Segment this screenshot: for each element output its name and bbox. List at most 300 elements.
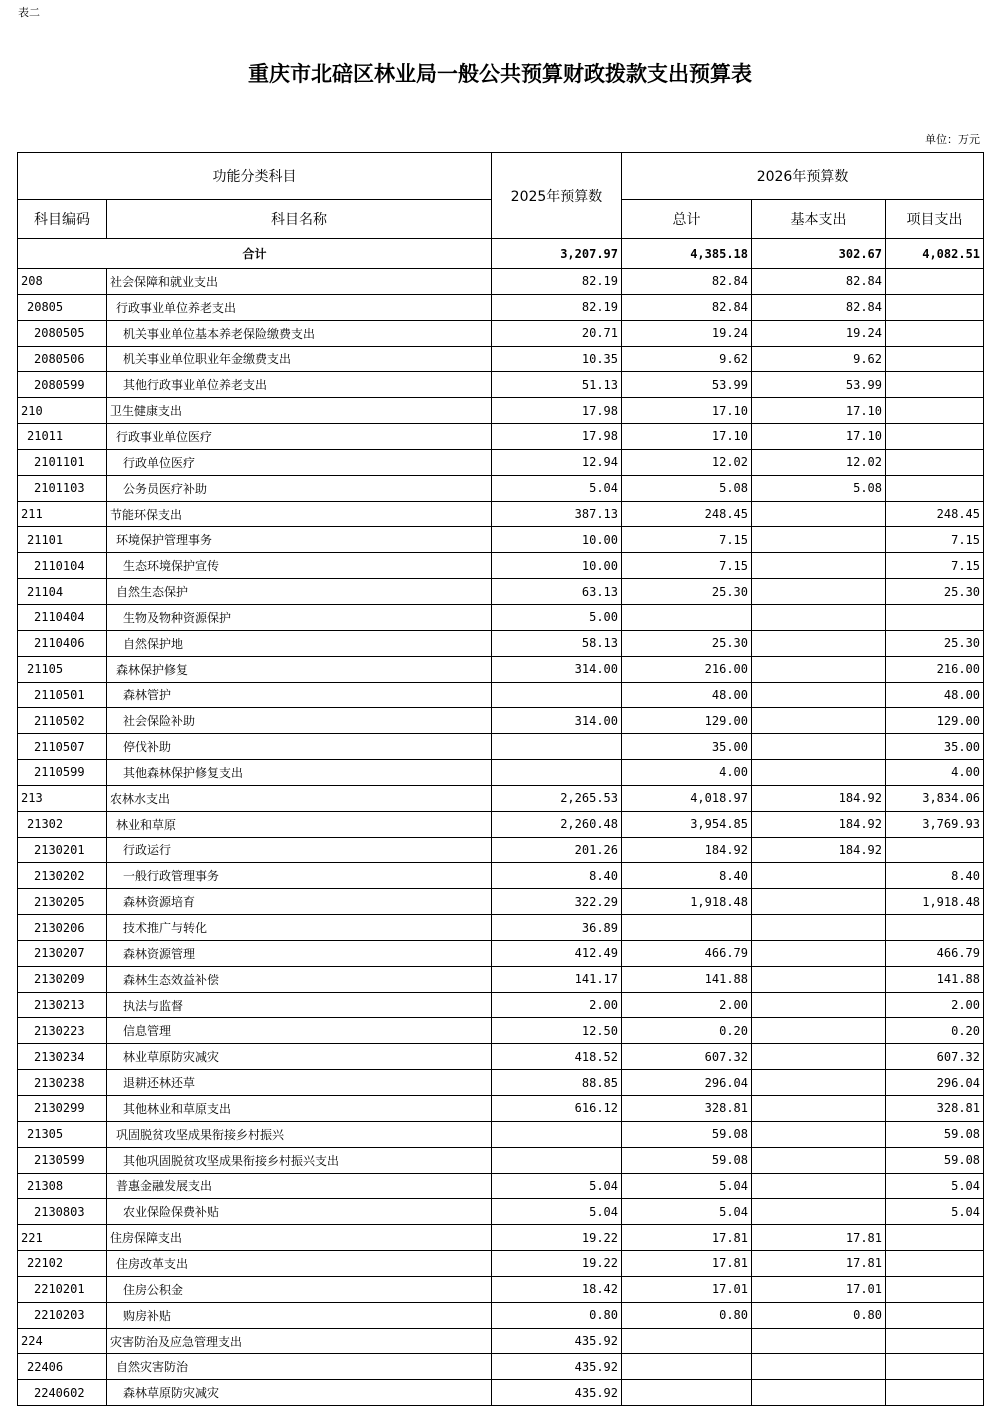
- table-row: [18, 1328, 984, 1354]
- row-2026-project: [886, 1276, 984, 1302]
- row-code: 2130234: [18, 1044, 107, 1070]
- row-2026-basic: [752, 1147, 886, 1173]
- row-2025-value: [492, 760, 622, 786]
- table-row: [18, 734, 984, 760]
- row-2025-value: 10.00: [492, 553, 622, 579]
- row-2025-value: 82.19: [492, 294, 622, 320]
- row-code: 22102: [18, 1251, 107, 1277]
- row-2025-value: 616.12: [492, 1096, 622, 1122]
- table-row: [18, 863, 984, 889]
- row-2026-project: 1,918.48: [886, 889, 984, 915]
- table-row: [18, 553, 984, 579]
- row-2025-value: 58.13: [492, 630, 622, 656]
- table-row: [18, 785, 984, 811]
- row-2026-total: 7.15: [622, 553, 752, 579]
- row-2026-total: 8.40: [622, 863, 752, 889]
- budget-table: [17, 152, 984, 1406]
- row-2025-value: 0.80: [492, 1302, 622, 1328]
- table-row: [18, 1147, 984, 1173]
- row-2026-basic: [752, 1070, 886, 1096]
- row-2026-total: 59.08: [622, 1147, 752, 1173]
- row-2026-basic: [752, 630, 886, 656]
- row-2026-basic: [752, 863, 886, 889]
- header-name: 科目名称: [107, 200, 492, 239]
- row-2026-total: 466.79: [622, 940, 752, 966]
- row-code: 21105: [18, 656, 107, 682]
- row-name: 森林管护: [107, 682, 492, 708]
- row-2026-project: [886, 269, 984, 295]
- row-2026-project: 48.00: [886, 682, 984, 708]
- row-code: 2080599: [18, 372, 107, 398]
- row-2026-total: 4.00: [622, 760, 752, 786]
- row-2026-project: 5.04: [886, 1173, 984, 1199]
- row-2026-basic: 12.02: [752, 449, 886, 475]
- row-name: 林业和草原: [107, 811, 492, 837]
- row-2026-project: [886, 1225, 984, 1251]
- row-2026-basic: [752, 708, 886, 734]
- row-2026-project: 141.88: [886, 966, 984, 992]
- row-code: 2130202: [18, 863, 107, 889]
- row-2026-basic: [752, 501, 886, 527]
- row-name: 节能环保支出: [107, 501, 492, 527]
- row-2026-basic: [752, 1173, 886, 1199]
- row-2026-total: 248.45: [622, 501, 752, 527]
- row-2026-project: 0.20: [886, 1018, 984, 1044]
- row-2026-basic: [752, 1328, 886, 1354]
- header-basic: 基本支出: [752, 200, 886, 239]
- row-2026-project: [886, 1328, 984, 1354]
- row-2026-basic: [752, 1354, 886, 1380]
- row-2026-basic: 184.92: [752, 837, 886, 863]
- row-2026-basic: [752, 940, 886, 966]
- table-row: [18, 294, 984, 320]
- row-name: 其他巩固脱贫攻坚成果衔接乡村振兴支出: [107, 1147, 492, 1173]
- row-code: 2210203: [18, 1302, 107, 1328]
- row-2026-project: 25.30: [886, 579, 984, 605]
- row-code: 2110502: [18, 708, 107, 734]
- table-row: [18, 630, 984, 656]
- row-2025-value: [492, 1147, 622, 1173]
- row-2026-project: 35.00: [886, 734, 984, 760]
- row-2025-value: 19.22: [492, 1251, 622, 1277]
- row-2026-project: 7.15: [886, 527, 984, 553]
- row-code: 224: [18, 1328, 107, 1354]
- row-2026-project: [886, 372, 984, 398]
- header-project: 项目支出: [886, 200, 984, 239]
- row-2025-value: 2,265.53: [492, 785, 622, 811]
- row-2026-project: 59.08: [886, 1121, 984, 1147]
- row-2026-total: 184.92: [622, 837, 752, 863]
- row-2026-total: 607.32: [622, 1044, 752, 1070]
- row-name: 森林保护修复: [107, 656, 492, 682]
- row-2026-basic: 17.81: [752, 1225, 886, 1251]
- row-2026-basic: [752, 656, 886, 682]
- row-2026-project: [886, 1251, 984, 1277]
- unit-label: 单位：万元: [925, 133, 980, 146]
- row-name: 生态环境保护宣传: [107, 553, 492, 579]
- table-row: [18, 1018, 984, 1044]
- row-name: 其他森林保护修复支出: [107, 760, 492, 786]
- row-2026-total: 25.30: [622, 630, 752, 656]
- table-row: [18, 1096, 984, 1122]
- row-code: 21302: [18, 811, 107, 837]
- row-2026-project: 4.00: [886, 760, 984, 786]
- row-code: 2130201: [18, 837, 107, 863]
- row-2026-basic: 53.99: [752, 372, 886, 398]
- row-code: 21104: [18, 579, 107, 605]
- row-2026-project: 129.00: [886, 708, 984, 734]
- row-2025-value: 2,260.48: [492, 811, 622, 837]
- header-code: 科目编码: [18, 200, 107, 239]
- row-name: 森林生态效益补偿: [107, 966, 492, 992]
- row-2025-value: 17.98: [492, 398, 622, 424]
- table-row: [18, 1121, 984, 1147]
- table-row: [18, 708, 984, 734]
- row-code: 22406: [18, 1354, 107, 1380]
- row-2025-value: 82.19: [492, 269, 622, 295]
- row-code: 21011: [18, 424, 107, 450]
- row-name: 公务员医疗补助: [107, 475, 492, 501]
- row-2025-value: 435.92: [492, 1354, 622, 1380]
- table-row: [18, 992, 984, 1018]
- row-2026-basic: 184.92: [752, 785, 886, 811]
- table-row: [18, 889, 984, 915]
- row-name: 农业保险保费补贴: [107, 1199, 492, 1225]
- row-code: 2110599: [18, 760, 107, 786]
- row-2026-basic: 19.24: [752, 320, 886, 346]
- row-2025-value: 17.98: [492, 424, 622, 450]
- row-code: 2130223: [18, 1018, 107, 1044]
- row-code: 2210201: [18, 1276, 107, 1302]
- row-2026-total: 9.62: [622, 346, 752, 372]
- row-2026-total: 17.10: [622, 424, 752, 450]
- row-2026-total: 25.30: [622, 579, 752, 605]
- row-2026-project: 328.81: [886, 1096, 984, 1122]
- row-2025-value: [492, 1121, 622, 1147]
- table-row: [18, 1173, 984, 1199]
- total-2025: 3,207.97: [492, 239, 622, 269]
- table-row: [18, 320, 984, 346]
- header-func-class: 功能分类科目: [18, 153, 492, 200]
- row-2026-total: 12.02: [622, 449, 752, 475]
- row-2026-total: 216.00: [622, 656, 752, 682]
- row-2025-value: 10.35: [492, 346, 622, 372]
- row-2026-project: 466.79: [886, 940, 984, 966]
- row-2025-value: 51.13: [492, 372, 622, 398]
- row-code: 2130206: [18, 915, 107, 941]
- row-2026-total: 82.84: [622, 269, 752, 295]
- row-2026-total: 59.08: [622, 1121, 752, 1147]
- row-2026-basic: [752, 1044, 886, 1070]
- row-2026-basic: [752, 760, 886, 786]
- row-code: 213: [18, 785, 107, 811]
- row-2026-basic: [752, 1199, 886, 1225]
- row-name: 社会保障和就业支出: [107, 269, 492, 295]
- row-2026-basic: 9.62: [752, 346, 886, 372]
- row-code: 210: [18, 398, 107, 424]
- row-2026-basic: [752, 553, 886, 579]
- row-2026-project: [886, 604, 984, 630]
- row-code: 2080505: [18, 320, 107, 346]
- row-2026-project: [886, 294, 984, 320]
- header-2026-budget: 2026年预算数: [622, 153, 984, 200]
- row-2026-project: [886, 449, 984, 475]
- row-2026-project: [886, 1302, 984, 1328]
- row-code: 21308: [18, 1173, 107, 1199]
- row-2025-value: 5.00: [492, 604, 622, 630]
- row-2026-total: 17.01: [622, 1276, 752, 1302]
- row-2026-project: 3,834.06: [886, 785, 984, 811]
- row-name: 机关事业单位职业年金缴费支出: [107, 346, 492, 372]
- row-2026-total: 17.81: [622, 1225, 752, 1251]
- row-2026-basic: [752, 889, 886, 915]
- header-total: 总计: [622, 200, 752, 239]
- row-2026-total: 17.10: [622, 398, 752, 424]
- row-2025-value: 201.26: [492, 837, 622, 863]
- row-2026-basic: [752, 682, 886, 708]
- row-2026-total: 19.24: [622, 320, 752, 346]
- row-2026-basic: [752, 1018, 886, 1044]
- row-name: 普惠金融发展支出: [107, 1173, 492, 1199]
- row-name: 退耕还林还草: [107, 1070, 492, 1096]
- table-row: [18, 424, 984, 450]
- row-2025-value: 10.00: [492, 527, 622, 553]
- table-row: [18, 837, 984, 863]
- row-name: 行政运行: [107, 837, 492, 863]
- row-name: 森林草原防灾减灾: [107, 1380, 492, 1406]
- table-row: [18, 372, 984, 398]
- page-title: 重庆市北碚区林业局一般公共预算财政拨款支出预算表: [248, 61, 752, 86]
- row-name: 森林资源管理: [107, 940, 492, 966]
- row-2025-value: 63.13: [492, 579, 622, 605]
- row-2026-basic: [752, 734, 886, 760]
- row-2026-project: 59.08: [886, 1147, 984, 1173]
- table-row: [18, 398, 984, 424]
- row-code: 2130213: [18, 992, 107, 1018]
- table-row: [18, 475, 984, 501]
- row-2025-value: 314.00: [492, 708, 622, 734]
- row-2025-value: 12.94: [492, 449, 622, 475]
- row-2026-total: 1,918.48: [622, 889, 752, 915]
- row-2025-value: 322.29: [492, 889, 622, 915]
- row-2026-project: [886, 1354, 984, 1380]
- row-code: 2101101: [18, 449, 107, 475]
- row-code: 2110501: [18, 682, 107, 708]
- row-2025-value: 36.89: [492, 915, 622, 941]
- table-row: [18, 1199, 984, 1225]
- table-row: [18, 1276, 984, 1302]
- row-name: 环境保护管理事务: [107, 527, 492, 553]
- row-name: 停伐补助: [107, 734, 492, 760]
- row-code: 2130209: [18, 966, 107, 992]
- row-2026-total: 5.04: [622, 1173, 752, 1199]
- table-row: [18, 915, 984, 941]
- row-2026-basic: [752, 992, 886, 1018]
- row-code: 2080506: [18, 346, 107, 372]
- row-name: 住房改革支出: [107, 1251, 492, 1277]
- row-name: 农林水支出: [107, 785, 492, 811]
- row-2026-project: [886, 837, 984, 863]
- row-name: 住房公积金: [107, 1276, 492, 1302]
- row-2026-total: 2.00: [622, 992, 752, 1018]
- row-2026-project: [886, 475, 984, 501]
- row-name: 卫生健康支出: [107, 398, 492, 424]
- row-2026-project: 2.00: [886, 992, 984, 1018]
- row-2025-value: 18.42: [492, 1276, 622, 1302]
- row-2026-total: [622, 1328, 752, 1354]
- table-row: [18, 269, 984, 295]
- row-2026-total: 82.84: [622, 294, 752, 320]
- row-name: 信息管理: [107, 1018, 492, 1044]
- row-2026-project: 607.32: [886, 1044, 984, 1070]
- row-2026-project: [886, 915, 984, 941]
- table-row: [18, 656, 984, 682]
- row-2026-total: 35.00: [622, 734, 752, 760]
- row-name: 住房保障支出: [107, 1225, 492, 1251]
- table-row: [18, 604, 984, 630]
- row-name: 巩固脱贫攻坚成果衔接乡村振兴: [107, 1121, 492, 1147]
- row-2026-project: 5.04: [886, 1199, 984, 1225]
- row-name: 自然灾害防治: [107, 1354, 492, 1380]
- row-code: 2110507: [18, 734, 107, 760]
- row-name: 技术推广与转化: [107, 915, 492, 941]
- row-2026-basic: [752, 527, 886, 553]
- row-2025-value: 387.13: [492, 501, 622, 527]
- table-row: [18, 1302, 984, 1328]
- row-2026-total: 48.00: [622, 682, 752, 708]
- row-2026-basic: 5.08: [752, 475, 886, 501]
- row-2026-total: 0.20: [622, 1018, 752, 1044]
- row-code: 21101: [18, 527, 107, 553]
- row-2025-value: 418.52: [492, 1044, 622, 1070]
- row-2026-total: 5.04: [622, 1199, 752, 1225]
- row-name: 森林资源培育: [107, 889, 492, 915]
- row-2025-value: 5.04: [492, 475, 622, 501]
- row-2026-total: [622, 604, 752, 630]
- row-2025-value: [492, 682, 622, 708]
- row-code: 2130599: [18, 1147, 107, 1173]
- row-code: 2110404: [18, 604, 107, 630]
- row-2026-project: 7.15: [886, 553, 984, 579]
- row-2026-total: [622, 1354, 752, 1380]
- row-name: 行政单位医疗: [107, 449, 492, 475]
- row-2026-project: 25.30: [886, 630, 984, 656]
- table-row: [18, 966, 984, 992]
- row-code: 20805: [18, 294, 107, 320]
- row-2026-project: 3,769.93: [886, 811, 984, 837]
- row-2026-total: 129.00: [622, 708, 752, 734]
- row-name: 生物及物种资源保护: [107, 604, 492, 630]
- row-2026-basic: [752, 1121, 886, 1147]
- row-2026-total: 296.04: [622, 1070, 752, 1096]
- row-name: 社会保险补助: [107, 708, 492, 734]
- row-2025-value: 435.92: [492, 1380, 622, 1406]
- row-2026-basic: 82.84: [752, 269, 886, 295]
- row-2026-total: 5.08: [622, 475, 752, 501]
- table-row: [18, 527, 984, 553]
- row-code: 2130238: [18, 1070, 107, 1096]
- row-name: 林业草原防灾减灾: [107, 1044, 492, 1070]
- row-2026-total: 7.15: [622, 527, 752, 553]
- row-2026-total: 4,018.97: [622, 785, 752, 811]
- row-name: 灾害防治及应急管理支出: [107, 1328, 492, 1354]
- row-code: 2130207: [18, 940, 107, 966]
- table-row: [18, 940, 984, 966]
- row-code: 211: [18, 501, 107, 527]
- row-name: 行政事业单位医疗: [107, 424, 492, 450]
- row-2026-project: 216.00: [886, 656, 984, 682]
- row-2026-basic: [752, 915, 886, 941]
- row-2026-total: 3,954.85: [622, 811, 752, 837]
- row-2025-value: 435.92: [492, 1328, 622, 1354]
- row-2026-basic: 0.80: [752, 1302, 886, 1328]
- row-code: 2130299: [18, 1096, 107, 1122]
- row-name: 机关事业单位基本养老保险缴费支出: [107, 320, 492, 346]
- row-code: 2110406: [18, 630, 107, 656]
- row-2026-project: 248.45: [886, 501, 984, 527]
- row-name: 购房补贴: [107, 1302, 492, 1328]
- row-2026-total: [622, 915, 752, 941]
- row-2025-value: 88.85: [492, 1070, 622, 1096]
- row-name: 一般行政管理事务: [107, 863, 492, 889]
- row-2026-basic: 17.01: [752, 1276, 886, 1302]
- row-2026-basic: [752, 1096, 886, 1122]
- row-2026-project: 296.04: [886, 1070, 984, 1096]
- row-2026-basic: 82.84: [752, 294, 886, 320]
- row-2025-value: 2.00: [492, 992, 622, 1018]
- row-code: 2130803: [18, 1199, 107, 1225]
- row-2026-basic: [752, 604, 886, 630]
- row-2026-total: 17.81: [622, 1251, 752, 1277]
- row-code: 2130205: [18, 889, 107, 915]
- total-2026-basic: 302.67: [752, 239, 886, 269]
- row-2026-total: 328.81: [622, 1096, 752, 1122]
- table-row: [18, 449, 984, 475]
- row-2025-value: 19.22: [492, 1225, 622, 1251]
- row-2026-project: [886, 424, 984, 450]
- table-row: [18, 1070, 984, 1096]
- row-code: 2101103: [18, 475, 107, 501]
- row-name: 自然保护地: [107, 630, 492, 656]
- row-2026-project: [886, 346, 984, 372]
- row-2025-value: 141.17: [492, 966, 622, 992]
- table-row: [18, 346, 984, 372]
- total-label: 合计: [18, 239, 492, 269]
- total-row: [18, 239, 984, 269]
- table-row: [18, 682, 984, 708]
- row-2026-total: 0.80: [622, 1302, 752, 1328]
- header-2025-budget: 2025年预算数: [492, 153, 622, 239]
- row-2026-total: 53.99: [622, 372, 752, 398]
- row-name: 其他林业和草原支出: [107, 1096, 492, 1122]
- row-2025-value: 8.40: [492, 863, 622, 889]
- row-2025-value: 20.71: [492, 320, 622, 346]
- row-name: 行政事业单位养老支出: [107, 294, 492, 320]
- row-2025-value: 412.49: [492, 940, 622, 966]
- row-2026-project: [886, 398, 984, 424]
- row-code: 2240602: [18, 1380, 107, 1406]
- total-2026-total: 4,385.18: [622, 239, 752, 269]
- row-name: 执法与监督: [107, 992, 492, 1018]
- row-2026-project: 8.40: [886, 863, 984, 889]
- row-2026-basic: [752, 579, 886, 605]
- row-code: 208: [18, 269, 107, 295]
- row-2025-value: 5.04: [492, 1173, 622, 1199]
- row-2026-basic: 17.10: [752, 424, 886, 450]
- row-2026-total: 141.88: [622, 966, 752, 992]
- table-row: [18, 811, 984, 837]
- row-2025-value: [492, 734, 622, 760]
